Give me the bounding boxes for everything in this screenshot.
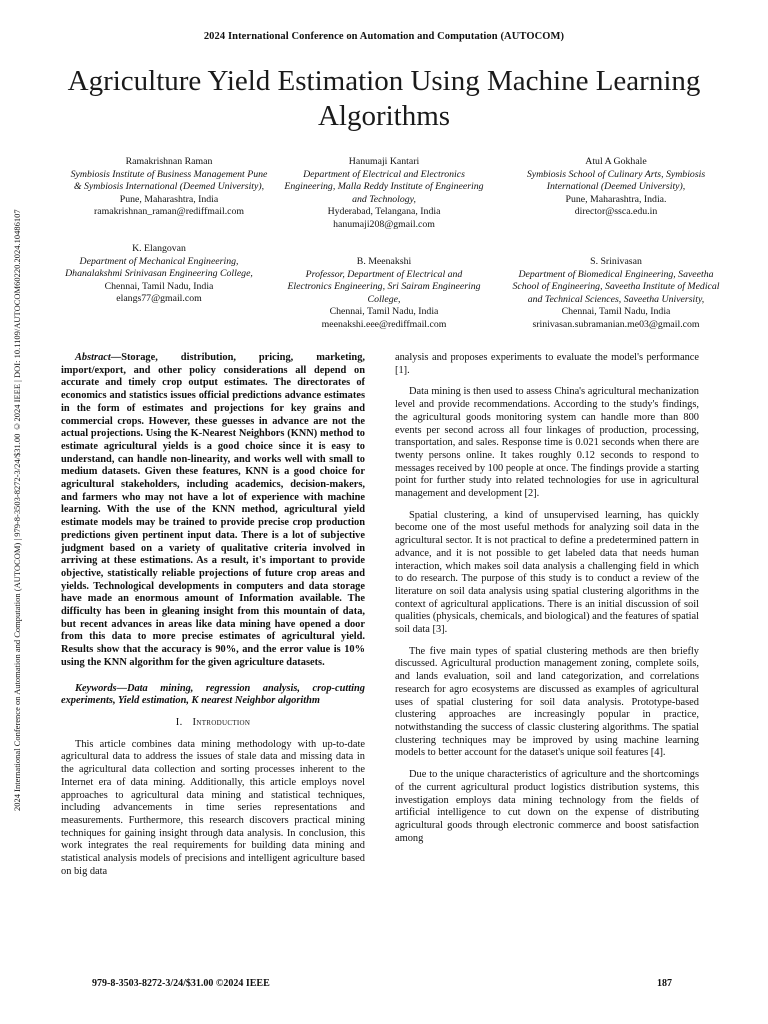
side-citation-note: 2024 International Conference on Automation and Computation (AUTOCOM) | 979-8-3503-8272-3/24/$31.00 ©2024 IEEE | DOI: 10.1109/AUTOCOM60220.2024.10486107 <box>12 209 22 811</box>
body-paragraph: Data mining is then used to assess China's agricultural mechanization level and provide recommendations. According to the study's findings, the agricultural goods monitoring system can handle more than 800 events per second across all four linkages of production, processing, transportation, and sales. Response time is 0.021 seconds when there are twenty persons online. It takes roughly 0.12 seconds to respond to messages received by 100 people at once. The findings provide a starting point for further study into related technologies for use in agricultural management and development [2]. <box>395 386 699 500</box>
keywords-label: Keywords <box>75 682 117 694</box>
conference-header: 2024 International Conference on Automation and Computation (AUTOCOM) <box>203 31 565 42</box>
author-location: Hyderabad, Telangana, India <box>327 206 441 218</box>
author-affiliation: Symbiosis Institute of Business Management Pune & Symbiosis International (Deemed University), <box>70 168 268 193</box>
author-block <box>516 156 716 219</box>
author-email: ramakrishnan_raman@rediffmail.com <box>93 206 245 218</box>
author-location: Chennai, Tamil Nadu, India <box>329 306 439 318</box>
author-name: Atul A Gokhale <box>585 156 647 167</box>
paper-title: Agriculture Yield Estimation Using Machine Learning Algorithms <box>67 65 701 132</box>
body-paragraph: The five main types of spatial clustering methods are then briefly discussed. Agricultural production management zoning, complete soils, and lands evaluation, soil and land categorization, and correlations research for agro ecosystems are discussed as examples of agricultural uses of spatial clustering for soil data analysis. Prototype-based clustering approaches are increasingly popular in practice, notwithstanding the success of classic clustering algorithms. The spatial clustering techniques may be improved by using machine learning models to better account for the dataset's unique soil features [4]. <box>395 645 699 759</box>
author-block <box>284 256 484 332</box>
author-affiliation: Department of Biomedical Engineering, Saveetha School of Engineering, Saveetha Institute of Medical and Technical Sciences, Saveetha University, <box>512 268 720 305</box>
author-name: S. Srinivasan <box>590 256 642 267</box>
author-email: srinivasan.subramanian.me03@gmail.com <box>532 318 700 330</box>
body-paragraph: analysis and proposes experiments to evaluate the model's performance [1]. <box>395 352 699 376</box>
abstract <box>61 352 365 670</box>
author-email: meenakshi.eee@rediffmail.com <box>321 318 447 330</box>
author-name: K. Elangovan <box>132 243 186 254</box>
body-paragraph: Spatial clustering, a kind of unsupervised learning, has quickly become one of the most useful methods for analyzing soil data in the agricultural sector. It is not practical to define a predetermined pattern in advance, and it is not possible to get labeled data that needs human interaction, which makes soil data analysis a challenging field in which to do research. The purpose of this study is to conduct a review of the literature on soil data analysis using spatial clustering algorithms in the context of agricultural applications. There is an initial discussion of soil qualities (physicals, chemicals, and biological) and the features of spatial soil data [3]. <box>395 509 699 636</box>
author-name: Ramakrishnan Raman <box>125 156 213 167</box>
section-heading <box>61 717 365 730</box>
keywords <box>61 683 365 708</box>
author-block <box>509 256 723 332</box>
author-email: elangs77@gmail.com <box>116 293 202 305</box>
page-number: 187 <box>657 978 672 989</box>
author-block <box>69 156 269 219</box>
author-email: hanumaji208@gmail.com <box>333 218 435 230</box>
abstract-text: —Storage, distribution, pricing, marketing, import/export, and other policy considerations all depend on accurate and timely crop output estimates. The directorates of economics and statistics issues official predictions advance estimates in the form of estimates and projections for key grains and commercial crops. However, these guesses in advance are not the actual projections. Using the K-Nearest Neighbors (KNN) method to estimate agricultural yields is a good choice since it is easy to understand, can handle non-linearity, and works well with small to medium datasets. Given these features, KNN is a good choice for agricultural stakeholders, including academics, decision-makers, and farmers who may not have a lot of experience with machine learning. With the use of the KNN method, agricultural yield estimate models may be trained to provide precise crop production predictions given pertinent input data. There is a lot of subjective judgment based on a variety of qualitative criteria involved in arriving at these estimations. As a result, it's important to provide objective, statistically reliable projections of future crop areas and yields. Technological developments in computers and data storage have made an enormous amount of Information available. The difficulty has been in gleaning insight from this mountain of data, but recent advances in areas like data mining have opened a door from this data to more precise estimates of agricultural yield. Results show that the accuracy is 90%, and the error value is 10% using the KNN algorithm for the given agriculture datasets. <box>61 352 365 668</box>
author-email: director@ssca.edu.in <box>574 206 658 218</box>
author-affiliation: Symbiosis School of Culinary Arts, Symbiosis International (Deemed University), <box>526 168 706 193</box>
section-name: Introduction <box>192 716 251 728</box>
body-paragraph: Due to the unique characteristics of agriculture and the shortcomings of the current agricultural product logistics distribution systems, this investigation employs data mining technology from the fields of artificial intelligence to cut down on the expense of distributing agricultural goods through electronic commerce and boost satisfaction among <box>395 769 699 844</box>
author-affiliation: Professor, Department of Electrical and Electronics Engineering, Sri Sairam Engineering College, <box>287 268 481 305</box>
intro-paragraph: This article combines data mining methodology with up-to-date agricultural data to address the issues of stale data and missing data in the agricultural data collection and sorting processes inherent to the Internet era of data mining. Additionally, this article employs novel approaches to agricultural data mining and statistical techniques, including advancements in time series representations and measurements. Furthermore, this research discovers practical mining techniques for gaining insight through data analysis. In conclusion, this work integrates the real requirements for building data mining and statistical analysis models of precisions and intelligent agriculture based on big data <box>61 738 365 877</box>
section-number: I. <box>175 716 183 728</box>
right-column <box>395 352 699 854</box>
footer-copyright: 979-8-3503-8272-3/24/$31.00 ©2024 IEEE <box>92 978 270 989</box>
keywords-text: —Data mining, regression analysis, crop-cutting experiments, Yield estimation, K nearest Neighbor algorithm <box>61 682 365 707</box>
author-location: Pune, Maharashtra, India <box>119 193 219 205</box>
abstract-label: Abstract <box>75 352 111 363</box>
author-location: Chennai, Tamil Nadu, India <box>561 306 671 318</box>
author-name: Hanumaji Kantari <box>348 156 420 167</box>
author-affiliation: Department of Electrical and Electronics Engineering, Malla Reddy Institute of Engineering and Technology, <box>284 168 484 205</box>
author-location: Pune, Maharashtra, India. <box>565 193 667 205</box>
author-block <box>53 243 265 306</box>
author-affiliation: Department of Mechanical Engineering, Dhanalakshmi Srinivasan Engineering College, <box>65 255 253 280</box>
left-column <box>61 352 365 887</box>
author-name: B. Meenakshi <box>356 256 412 267</box>
author-block <box>284 156 484 232</box>
author-location: Chennai, Tamil Nadu, India <box>104 280 214 292</box>
